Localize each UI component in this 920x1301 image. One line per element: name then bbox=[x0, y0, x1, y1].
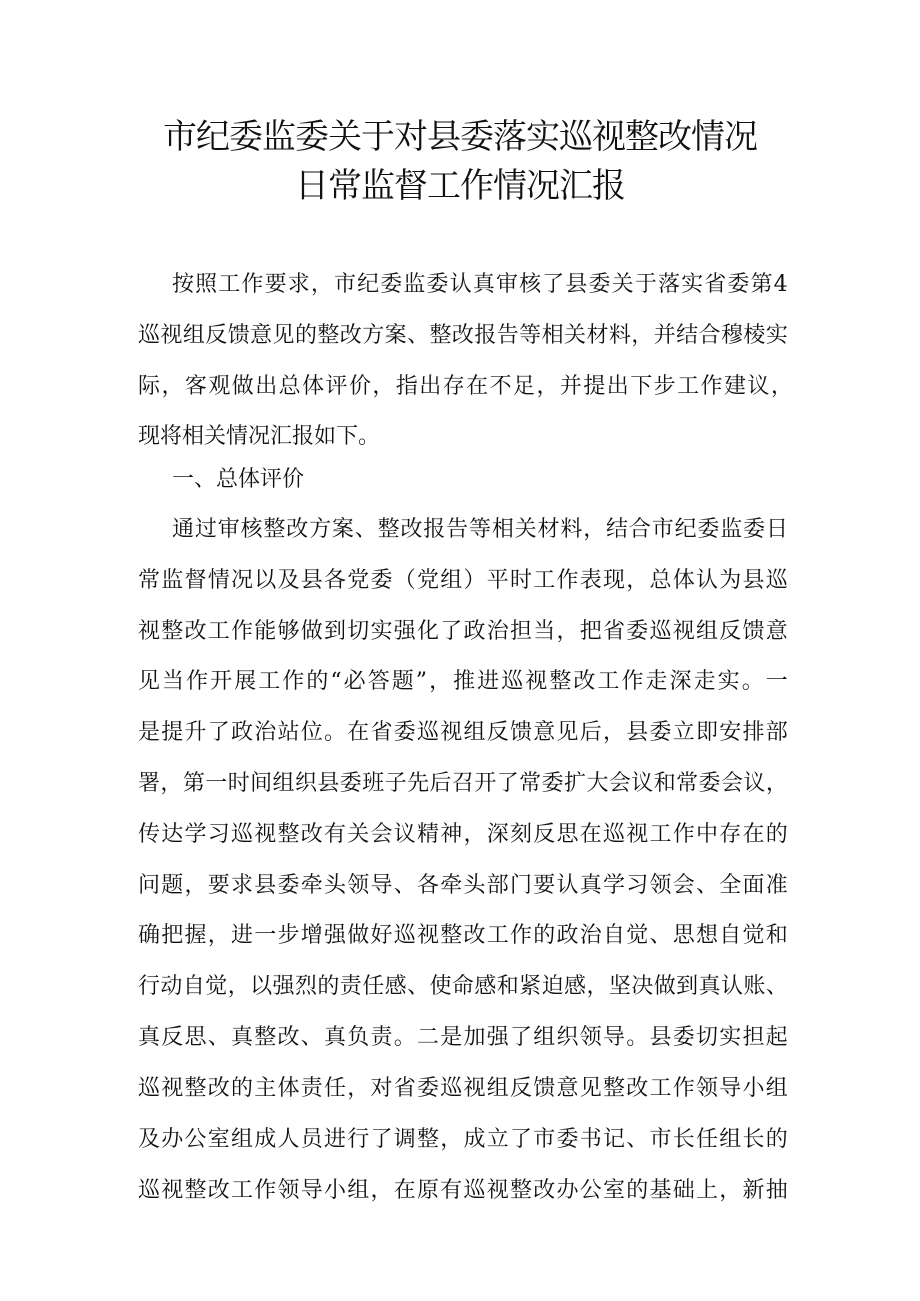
paragraph-line: 常 监 督 情 况 以 及 县 各 党 委 （ 党 组 ） 平 时 工 作 表 现 ， 总 体 认 为 县 巡 bbox=[138, 568, 788, 593]
document-title-line-1: 市纪委监委关于对县委落实巡视整改情况 bbox=[163, 117, 757, 157]
paragraph-line: 视 整 改 工 作 能 够 做 到 切 实 强 化 了 政 治 担 当 ， 把 省 委 巡 视 组 反 馈 意 bbox=[138, 619, 788, 644]
paragraph-line: 问 题 ， 要 求 县 委 牵 头 领 导 、 各 牵 头 部 门 要 认 真 学 习 领 会 、 全 面 准 bbox=[138, 873, 788, 898]
document-title-line-2: 日常监督工作情况汇报 bbox=[295, 166, 625, 206]
paragraph-line: 及 办 公 室 组 成 人 员 进 行 了 调 整 ， 成 立 了 市 委 书 记 、 市 长 任 组 长 的 bbox=[138, 1127, 788, 1152]
paragraph-line: 传 达 学 习 巡 视 整 改 有 关 会 议 精 神 ， 深 刻 反 思 在 巡 视 工 作 中 存 在 的 bbox=[138, 822, 788, 847]
paragraph-line: 真 反 思 、 真 整 改 、 真 负 责 。 二 是 加 强 了 组 织 领 导 。 县 委 切 实 担 起 bbox=[138, 1025, 788, 1050]
paragraph-line: 际 ， 客 观 做 出 总 体 评 价 ， 指 出 存 在 不 足 ， 并 提 出 下 步 工 作 建 议 ， bbox=[138, 374, 793, 399]
paragraph-line: 巡 视 组 反 馈 意 见 的 整 改 方 案 、 整 改 报 告 等 相 关 材 料 ， 并 结 合 穆 棱 实 bbox=[138, 323, 788, 348]
paragraph-line: 通 过 审 核 整 改 方 案 、 整 改 报 告 等 相 关 材 料 ， 结 合 市 纪 委 监 委 日 bbox=[172, 517, 788, 542]
paragraph-line: 行 动 自 觉 ， 以 强 烈 的 责 任 感 、 使 命 感 和 紧 迫 感 ， 坚 决 做 到 真 认 账 、 bbox=[138, 974, 788, 999]
paragraph-line: 是 提 升 了 政 治 站 位 。 在 省 委 巡 视 组 反 馈 意 见 后 ， 县 委 立 即 安 排 部 bbox=[138, 720, 788, 745]
paragraph-line: 按 照 工 作 要 求 ， 市 纪 委 监 委 认 真 审 核 了 县 委 关 于 落 实 省 委 第 4 bbox=[172, 272, 788, 297]
paragraph-line: 见 当 作 开 展 工 作 的 “ 必 答 题 ” ， 推 进 巡 视 整 改 工 作 走 深 走 实 。 一 bbox=[138, 669, 788, 694]
paragraph-line: 确 把 握 ， 进 一 步 增 强 做 好 巡 视 整 改 工 作 的 政 治 自 觉 、 思 想 自 觉 和 bbox=[138, 923, 788, 948]
paragraph-line: 署 ， 第 一 时 间 组 织 县 委 班 子 先 后 召 开 了 常 委 扩 大 会 议 和 常 委 会 议 ， bbox=[138, 771, 788, 796]
paragraph-line: 巡 视 整 改 的 主 体 责 任 ， 对 省 委 巡 视 组 反 馈 意 见 整 改 工 作 领 导 小 组 bbox=[138, 1076, 788, 1101]
paragraph-line: 巡 视 整 改 工 作 领 导 小 组 ， 在 原 有 巡 视 整 改 办 公 室 的 基 础 上 ， 新 抽 bbox=[138, 1178, 788, 1203]
paragraph-line: 现将相关情况汇报如下。 bbox=[138, 424, 381, 449]
section-heading-text: 一、总体评价 bbox=[172, 467, 305, 492]
